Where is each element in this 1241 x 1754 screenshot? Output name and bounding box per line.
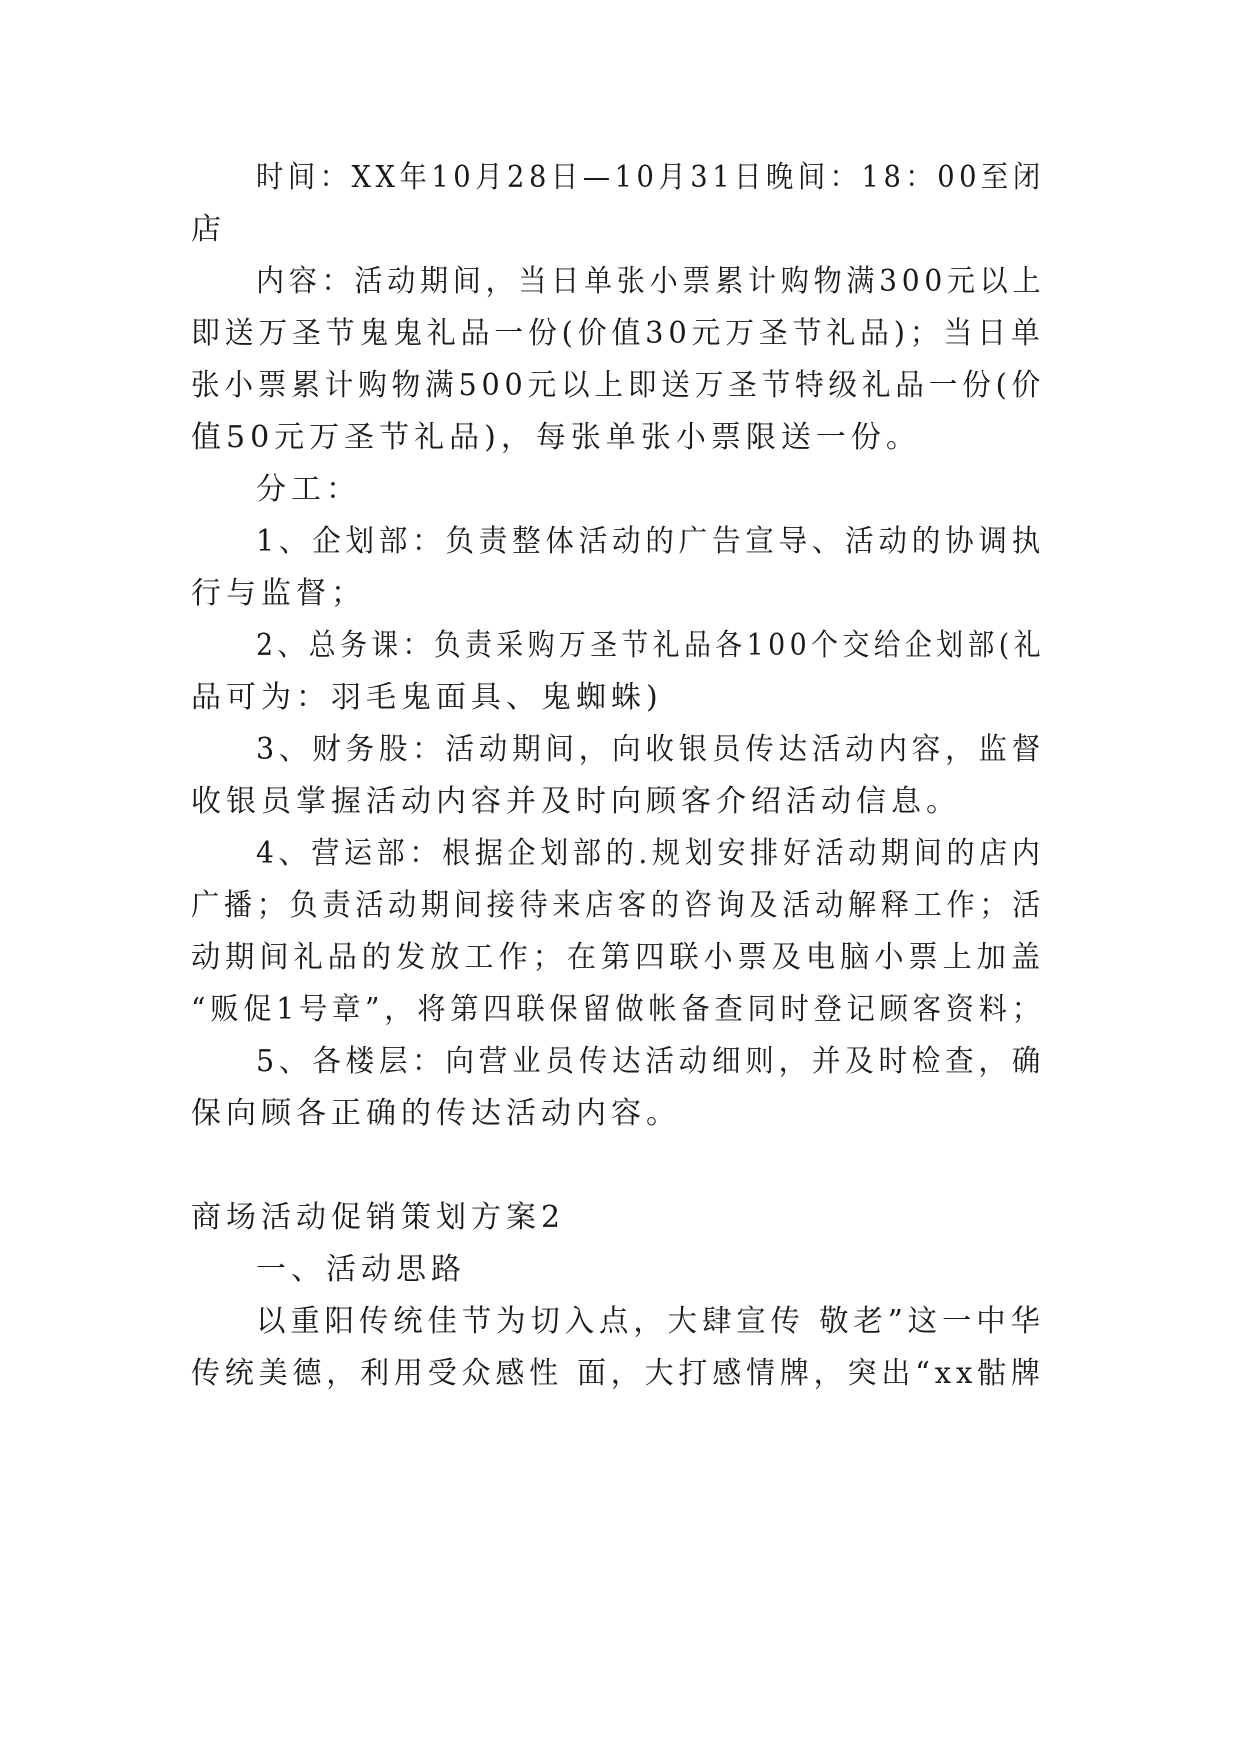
division-item-1-line-1: 1、企划部：负责整体活动的广告宣导、活动的协调执 xyxy=(256,524,1046,559)
paragraph-content-line-4: 值50元万圣节礼品)，每张单张小票限送一份。 xyxy=(191,420,921,455)
paragraph-time-line-2: 店 xyxy=(191,212,226,247)
division-item-5-line-1: 5、各楼层：向营业员传达活动细则，并及时检查，确 xyxy=(256,1044,1046,1079)
division-heading: 分工： xyxy=(256,472,361,507)
division-item-5-line-2: 保向顾各正确的传达活动内容。 xyxy=(191,1096,681,1131)
section-subheading: 一、活动思路 xyxy=(256,1252,466,1287)
division-item-1-line-2: 行与监督； xyxy=(191,576,366,611)
idea-paragraph-line-1: 以重阳传统佳节为切入点，大肆宣传 敬老”这一中华 xyxy=(256,1304,1045,1339)
paragraph-content-line-3: 张小票累计购物满500元以上即送万圣节特级礼品一份(价 xyxy=(191,368,1046,403)
paragraph-time-line-1: 时间：XX年10月28日—10月31日晚间：18：00至闭 xyxy=(256,160,1045,195)
division-item-4-line-3: 动期间礼品的发放工作；在第四联小票及电脑小票上加盖 xyxy=(191,940,1045,975)
division-item-2-line-2: 品可为：羽毛鬼面具、鬼蜘蛛) xyxy=(191,680,663,715)
division-item-4-line-2: 广播；负责活动期间接待来店客的咨询及活动解释工作；活 xyxy=(191,888,1046,923)
division-item-4-line-4: “贩促1号章”，将第四联保留做帐备查同时登记顾客资料； xyxy=(191,992,1045,1027)
division-item-2-line-1: 2、总务课：负责采购万圣节礼品各100个交给企划部(礼 xyxy=(256,628,1046,663)
division-item-3-line-1: 3、财务股：活动期间，向收银员传达活动内容，监督 xyxy=(256,732,1046,767)
paragraph-content-line-2: 即送万圣节鬼鬼礼品一份(价值30元万圣节礼品)；当日单 xyxy=(191,316,1045,351)
paragraph-content-line-1: 内容：活动期间，当日单张小票累计购物满300元以上 xyxy=(256,264,1046,299)
division-item-4-line-1: 4、营运部：根据企划部的.规划安排好活动期间的店内 xyxy=(256,836,1045,871)
idea-paragraph-line-2: 传统美德，利用受众感性 面，大打感情牌，突出“xx骷牌 xyxy=(191,1356,1045,1391)
division-item-3-line-2: 收银员掌握活动内容并及时向顾客介绍活动信息。 xyxy=(191,784,961,819)
section-title: 商场活动促销策划方案2 xyxy=(191,1200,566,1235)
